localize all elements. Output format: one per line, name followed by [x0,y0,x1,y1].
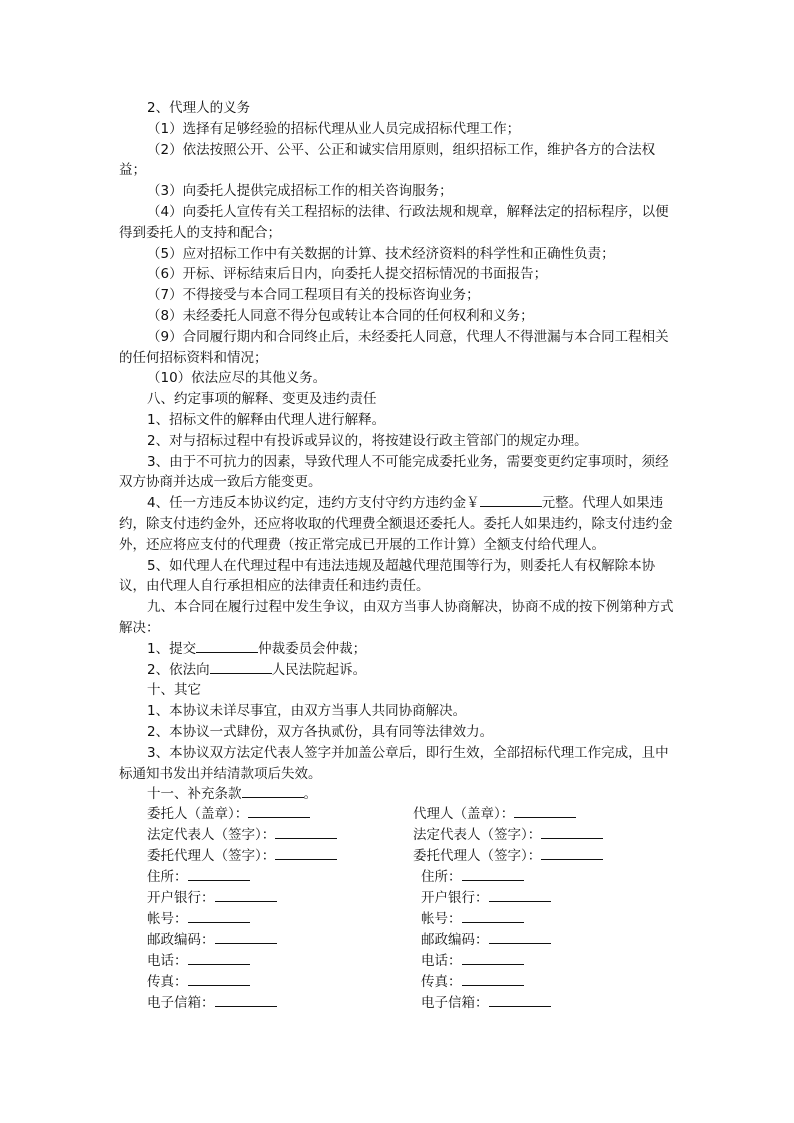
paragraph: 2、代理人的义务 [147,100,251,116]
agent-bank-label: 开户银行： [421,890,489,906]
client-bank-line [147,888,277,909]
agent-fax-label: 传真： [421,974,462,990]
court-clause [119,660,679,681]
client-email-line [147,993,277,1014]
penalty-text-start: 4、任一方违反本协议约定，违约方支付守约方违约金￥ [147,495,480,512]
paragraph: （7）不得接受与本合同工程项目有关的投标咨询业务； [147,287,480,304]
paragraph: 5、如代理人在代理过程中有违法违规及超越代理范围等行为，则委托人有权解除本协议，由代理人自行承担相应的法律责任和违约责任。 [119,557,656,595]
client-rep-blank[interactable] [275,825,337,839]
supplementary-blank[interactable] [242,784,304,798]
agent-phone-label: 电话： [421,953,462,969]
client-email-label: 电子信箱： [147,995,215,1011]
agent-account-blank[interactable] [462,909,524,923]
supplementary-end: 。 [303,786,317,803]
client-seal-blank[interactable] [248,804,310,818]
agent-agent-label: 委托代理人（签字）： [413,848,542,864]
client-fax-label: 传真： [147,974,188,990]
court-text: 2、依法向 [147,661,210,678]
agent-postcode-label: 邮政编码： [421,932,489,948]
penalty-text-end: 元整。代理人如果违约，除支付违约金外，还应将收取的代理费全额退还委托人。委托人如果违约，除支付违约金外，还应将应支付的代理费（按正常完成已开展的工作计算）全额支付给代理人。 [119,495,673,553]
penalty-amount-blank[interactable] [480,493,542,507]
arbitration-text-end: 仲裁委员会仲裁； [258,640,367,657]
agent-email-label: 电子信箱： [421,995,489,1011]
agent-address-label: 住所： [421,869,462,885]
agent-account-line [421,909,524,930]
paragraph: （6）开标、评标结束后日内，向委托人提交招标情况的书面报告； [147,266,548,283]
agent-postcode-blank[interactable] [489,930,551,944]
paragraph: 3、本协议双方法定代表人签字并加盖公章后，即行生效，全部招标代理工作完成，且中标通知书发出并结清款项后失效。 [119,744,669,782]
paragraph: （2）依法按照公开、公平、公正和诚实信用原则，组织招标工作，维护各方的合法权益； [119,141,656,179]
client-account-blank[interactable] [188,909,250,923]
paragraph: （5）应对招标工作中有关数据的计算、技术经济资料的科学性和正确性负责； [147,245,615,262]
paragraph: 2、对与招标过程中有投诉或异议的，将按建设行政主管部门的规定办理。 [147,432,588,449]
client-fax-line [147,972,250,993]
client-bank-label: 开户银行： [147,890,215,906]
client-phone-label: 电话： [147,953,188,969]
agent-rep-blank[interactable] [541,825,603,839]
agent-address-line [421,867,524,888]
paragraph: （9）合同履行期内和合同终止后，未经委托人同意，代理人不得泄漏与本合同工程相关的任何招标资料和情况； [119,328,669,366]
client-postcode-blank[interactable] [215,930,277,944]
arbitration-committee-blank[interactable] [196,639,258,653]
paragraph: 1、本协议未详尽事宜，由双方当事人共同协商解决。 [147,703,467,720]
client-agent-line [147,846,337,867]
agent-agent-blank[interactable] [541,846,603,860]
agent-seal-line [413,804,576,825]
court-text-end: 人民法院起诉。 [271,661,367,678]
agent-phone-blank[interactable] [462,951,524,965]
client-postcode-label: 邮政编码： [147,932,215,948]
client-account-label: 帐号： [147,911,188,927]
client-address-line [147,867,250,888]
penalty-clause [119,493,679,555]
paragraph: （10）依法应尽的其他义务。 [147,370,327,387]
paragraph: （3）向委托人提供完成招标工作的相关咨询服务； [147,183,453,200]
supplementary-text: 十一、补充条款 [147,786,242,803]
agent-rep-line [413,825,603,846]
client-rep-label: 法定代表人（签字）： [147,827,276,843]
paragraph: 3、由于不可抗力的因素，导致代理人不可能完成委托业务，需要变更约定事项时，须经双方协商并达成一致后方能变更。 [119,453,669,491]
contract-body [119,98,679,805]
section-heading: 九、本合同在履行过程中发生争议，由双方当事人协商解决，协商不成的按下例第种方式解决： [119,599,674,636]
agent-agent-line [413,846,603,867]
agent-seal-blank[interactable] [514,804,576,818]
arbitration-clause [119,639,679,660]
client-seal-label: 委托人（盖章）： [147,806,249,822]
client-account-line [147,909,250,930]
client-address-label: 住所： [147,869,188,885]
section-heading: 十、其它 [147,682,201,699]
client-address-blank[interactable] [188,867,250,881]
client-seal-line [147,804,310,825]
section-heading: 八、约定事项的解释、变更及违约责任 [147,391,377,408]
paragraph: 1、招标文件的解释由代理人进行解释。 [147,411,386,428]
agent-account-label: 帐号： [421,911,462,927]
agent-phone-line [421,951,524,972]
paragraph: （4）向委托人宣传有关工程招标的法律、行政法规和规章，解释法定的招标程序，以便得到委托人的支持和配合； [119,203,669,241]
paragraph: （1）选择有足够经验的招标代理从业人员完成招标代理工作； [147,120,521,137]
agent-fax-blank[interactable] [462,972,524,986]
client-agent-blank[interactable] [275,846,337,860]
agent-email-blank[interactable] [489,993,551,1007]
agent-bank-line [421,888,551,909]
client-rep-line [147,825,337,846]
client-email-blank[interactable] [215,993,277,1007]
client-fax-blank[interactable] [188,972,250,986]
client-phone-blank[interactable] [188,951,250,965]
paragraph: 2、本协议一式肆份，双方各执贰份，具有同等法律效力。 [147,723,494,740]
client-agent-label: 委托代理人（签字）： [147,848,276,864]
client-phone-line [147,951,250,972]
agent-seal-label: 代理人（盖章）： [413,806,515,822]
paragraph: （8）未经委托人同意不得分包或转让本合同的任何权利和义务； [147,307,534,324]
client-postcode-line [147,930,277,951]
agent-rep-label: 法定代表人（签字）： [413,827,542,843]
supplementary-clause [119,784,679,805]
court-name-blank[interactable] [210,660,272,674]
agent-fax-line [421,972,524,993]
arbitration-text: 1、提交 [147,640,197,657]
agent-address-blank[interactable] [462,867,524,881]
agent-email-line [421,993,551,1014]
agent-bank-blank[interactable] [489,888,551,902]
agent-postcode-line [421,930,551,951]
client-bank-blank[interactable] [215,888,277,902]
